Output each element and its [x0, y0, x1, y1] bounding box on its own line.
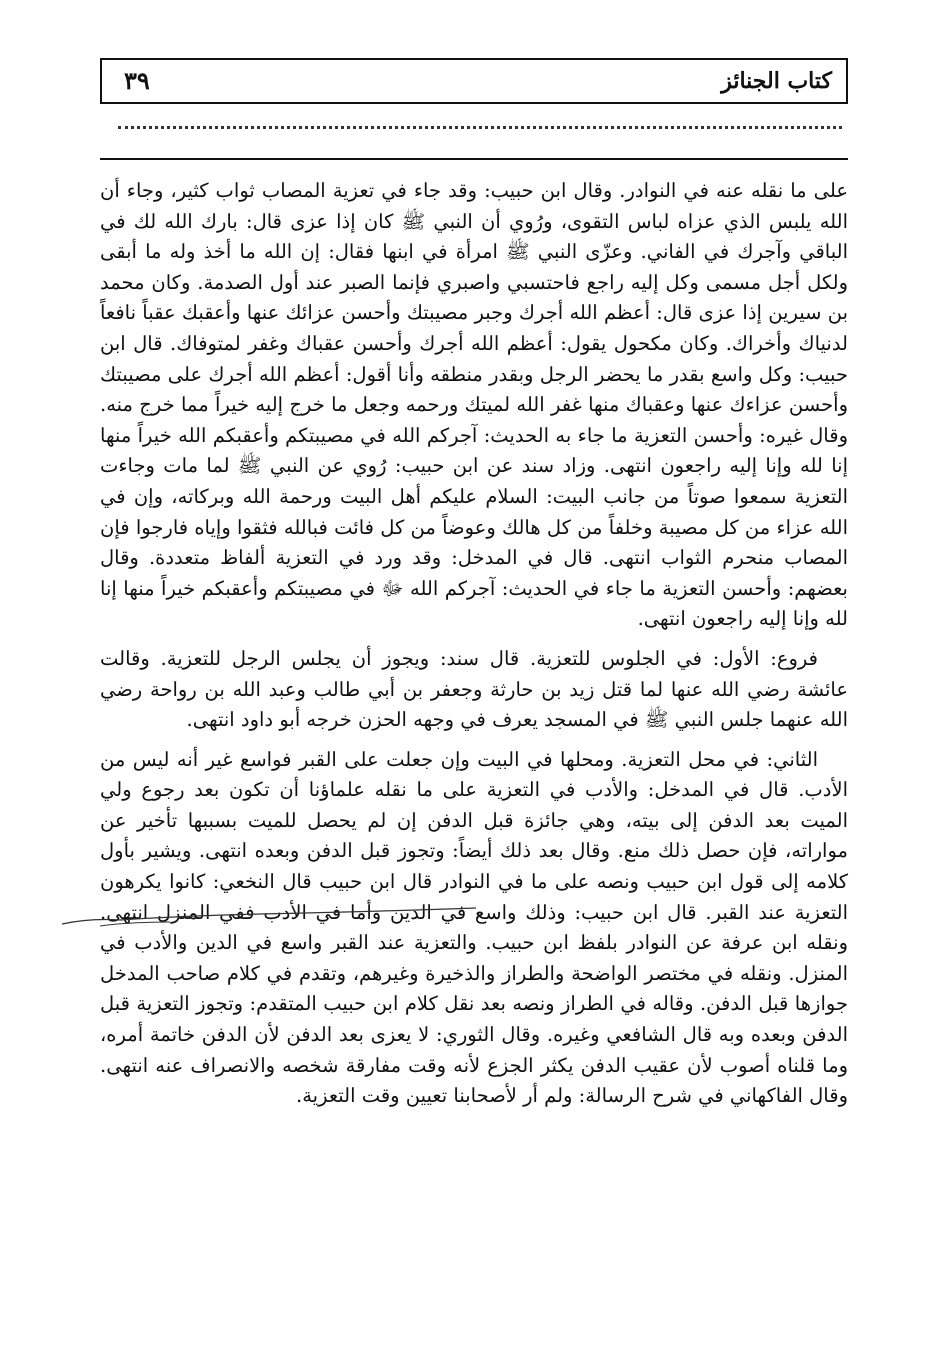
- paragraph-1: على ما نقله عنه في النوادر. وقال ابن حبيب: وقد جاء في تعزية المصاب ثواب كثير، وجاء أن الله يلبس الذي عزاه لباس التقوى، ورُوي أن النبي ﷺ كان إذا عزى قال: بارك الله لك في الباقي وآجرك في الفاني. وعزّى النبي ﷺ امرأة في ابنها فقال: إن الله ما أخذ وله ما أبقى ولكل أجل مسمى وكل إليه راجع فاحتسبي واصبري فإنما الصبر عند أول الصدمة. وكان محمد بن سيرين إذا عزى قال: أعظم الله أجرك وجبر مصيبتك وأحسن عزائك عنها وأعقبك عقباً نافعاً لدنياك وأخراك. وكان مكحول يقول: أعظم الله أجرك وأحسن عقباك وغفر لمتوفاك. قال ابن حبيب: وكل واسع بقدر ما يحضر الرجل وبقدر منطقه وأنا أقول: أعظم الله أجرك على مصيبتك وأحسن عزاءك عنها وعقباك منها غفر الله لميتك ورحمه وجعل ما خرج إليه خيراً مما خرج منه. وقال غيره: وأحسن التعزية ما جاء به الحديث: آجركم الله في مصيبتكم وأعقبكم الله خيراً منها إنا لله وإنا إليه راجعون انتهى. وزاد سند عن ابن حبيب: رُوي عن النبي ﷺ لما مات وجاءت التعزية سمعوا صوتاً من جانب البيت: السلام عليكم أهل البيت ورحمة الله وبركاته، وإن في الله عزاء من كل مصيبة وخلفاً من كل هالك وعوضاً من كل فائت فبالله فثقوا وإياه فارجوا فإن المصاب منحرم الثواب انتهى. قال في المدخل: وقد ورد في التعزية ألفاظ متعددة. وقال بعضهم: وأحسن التعزية ما جاء في الحديث: آجركم الله ﷻ في مصيبتكم وأعقبكم خيراً منها إنا لله وإنا إليه راجعون انتهى.: [100, 179, 848, 631]
- chapter-title: كتاب الجنائز: [721, 68, 832, 94]
- page-body: [100, 176, 848, 1112]
- pen-underline-mark: [60, 900, 480, 940]
- page-number: ٣٩: [124, 66, 150, 95]
- header-rule: [100, 158, 848, 160]
- dotted-separator: [118, 126, 842, 129]
- paragraph-2: فروع: الأول: في الجلوس للتعزية. قال سند: ويجوز أن يجلس الرجل للتعزية. وقالت عائشة رضي الله عنها لما قتل زيد بن حارثة وجعفر بن أبي طالب وعبد الله بن رواحة رضي الله عنهما جلس النبي ﷺ في المسجد يعرف في وجهه الحزن خرجه أبو داود انتهى.: [100, 646, 848, 732]
- paragraph-3: الثاني: في محل التعزية. ومحلها في البيت وإن جعلت على القبر فواسع غير أنه ليس من الأدب. قال في المدخل: والأدب في التعزية على ما نقله علماؤنا أن تكون بعد رجوع ولي الميت بعد الدفن إلى بيته، وهي جائزة قبل الدفن إن لم يحصل للميت بسببها تأخير عن مواراته، فإن حصل ذلك منع. وقال بعد ذلك أيضاً: وتجوز قبل الدفن وبعده انتهى. ويشير بأول كلامه إلى قول ابن حبيب ونصه على ما في النوادر قال ابن حبيب قال النخعي: كانوا يكرهون التعزية عند القبر. قال ابن حبيب: وذلك واسع في الدين وأما في الأدب ففي المنزل انتهى. ونقله ابن عرفة عن النوادر بلفظ ابن حبيب. والتعزية عند القبر واسع في الدين والأدب في المنزل. ونقله في مختصر الواضحة والطراز والذخيرة وغيرهم، وتقدم في كلام صاحب المدخل جوازها قبل الدفن. وقاله في الطراز ونصه بعد نقل كلام ابن حبيب المتقدم: وتجوز التعزية قبل الدفن وبعده وبه قال الشافعي وغيره. وقال الثوري: لا يعزى بعد الدفن لأن الدفن خاتمة أمره، وما قلناه أصوب لأن عقيب الدفن يكثر الجزع لأنه وقت مفارقة شخصه والانصراف عنه انتهى. وقال الفاكهاني في شرح الرسالة: ولم أر لأصحابنا تعيين وقت التعزية.: [100, 747, 848, 1108]
- running-header: [100, 58, 848, 104]
